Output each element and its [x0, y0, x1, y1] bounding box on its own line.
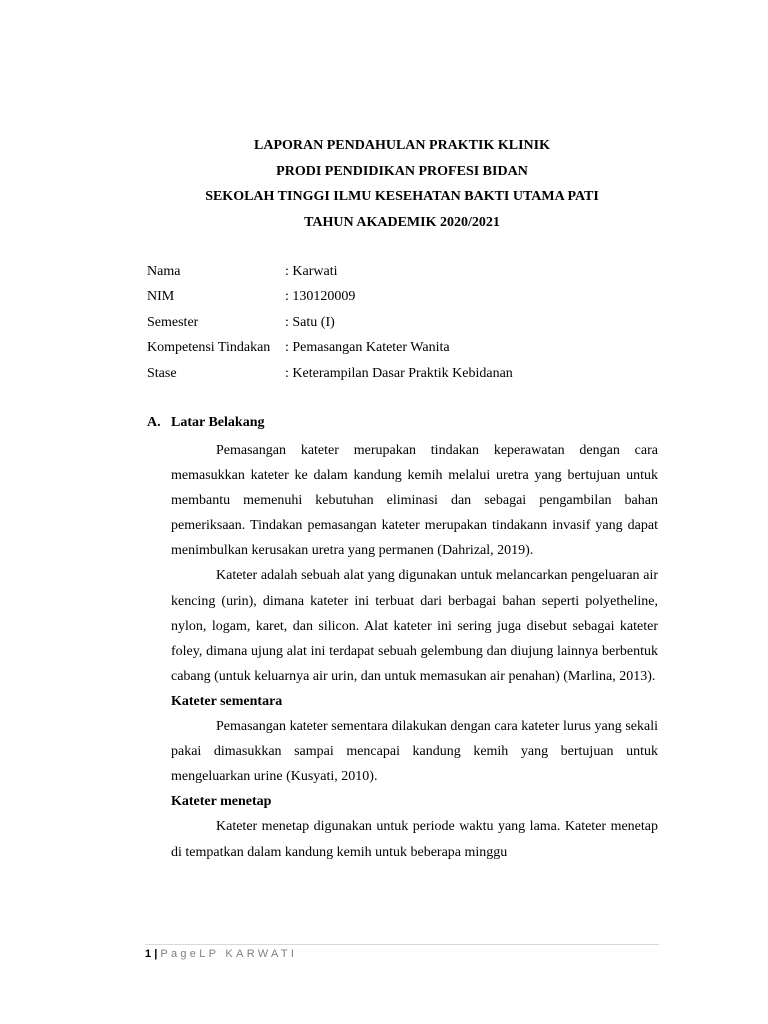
title-line-1: LAPORAN PENDAHULAN PRAKTIK KLINIK [254, 138, 550, 153]
section-body [171, 438, 658, 865]
info-value: : 130120009 [285, 289, 356, 305]
info-value: : Keterampilan Dasar Praktik Kebidanan [285, 365, 513, 381]
footer-text: PageLP KARWATI [160, 948, 298, 960]
title-line-2: PRODI PENDIDIKAN PROFESI BIDAN [276, 163, 528, 179]
page-footer [145, 948, 297, 960]
footer-separator: | [154, 948, 158, 960]
info-value: : Pemasangan Kateter Wanita [285, 340, 450, 356]
section-heading [147, 413, 659, 438]
info-row-kompetensi [147, 338, 513, 363]
info-value: : Satu (I) [285, 314, 335, 330]
info-label: Stase [147, 365, 177, 381]
info-label: NIM [147, 289, 175, 305]
paragraph-kateter-sementara: Pemasangan kateter sementara dilakukan dengan cara kateter lurus yang sekali pakai dimasukkan sampai mencapai kandung kemih yang bertujuan untuk mengeluarkan urine (Kusyati, 2010). [171, 719, 658, 785]
section-letter: A. [147, 415, 161, 430]
footer-divider [145, 944, 659, 945]
identity-table [147, 262, 513, 389]
info-label: Nama [147, 264, 181, 279]
paragraph-1: Pemasangan kateter merupakan tindakan keperawatan dengan cara memasukkan kateter ke dalam kandung kemih melalui uretra yang bertujuan untuk membantu memenuhi kebutuhan eliminasi dan sebagai pengambilan bahan pemeriksaan. Tindakan pemasangan kateter merupakan tindakann invasif yang dapat menimbulkan kerusakan uretra yang permanen (Dahrizal, 2019). [171, 443, 658, 559]
paragraph-2: Kateter adalah sebuah alat yang digunakan untuk melancarkan pengeluaran air kencing (urin), dimana kateter ini terbuat dari berbagai bahan seperti polyetheline, nylon, logam, karet, dan silicon. Alat kateter ini sering juga disebut sebagai kateter foley, dimana ujung alat ini terdapat sebuah gelembung dan diujung lainnya berbentuk cabang (untuk keluarnya air urin, dan untuk memasukan air penahan) (Marlina, 2013). [171, 568, 658, 684]
page-number: 1 [145, 948, 152, 960]
info-label: Semester [147, 314, 199, 330]
subheading-kateter-menetap: Kateter menetap [171, 794, 272, 810]
paragraph-kateter-menetap: Kateter menetap digunakan untuk periode waktu yang lama. Kateter menetap di tempatkan dalam kandung kemih untuk beberapa minggu [171, 819, 658, 860]
info-value: : Karwati [285, 264, 338, 279]
info-row-nama [147, 262, 513, 287]
section-latar-belakang [147, 413, 659, 865]
title-line-4: TAHUN AKADEMIK 2020/2021 [304, 214, 500, 230]
title-line-3: SEKOLAH TINGGI ILMU KESEHATAN BAKTI UTAMA PATI [205, 189, 599, 204]
info-row-stase [147, 364, 513, 389]
section-title: Latar Belakang [171, 415, 265, 430]
info-row-nim [147, 287, 513, 312]
subheading-kateter-sementara: Kateter sementara [171, 693, 283, 709]
info-row-semester [147, 313, 513, 338]
document-title-block [140, 135, 664, 237]
info-label: Kompetensi Tindakan [147, 340, 271, 356]
